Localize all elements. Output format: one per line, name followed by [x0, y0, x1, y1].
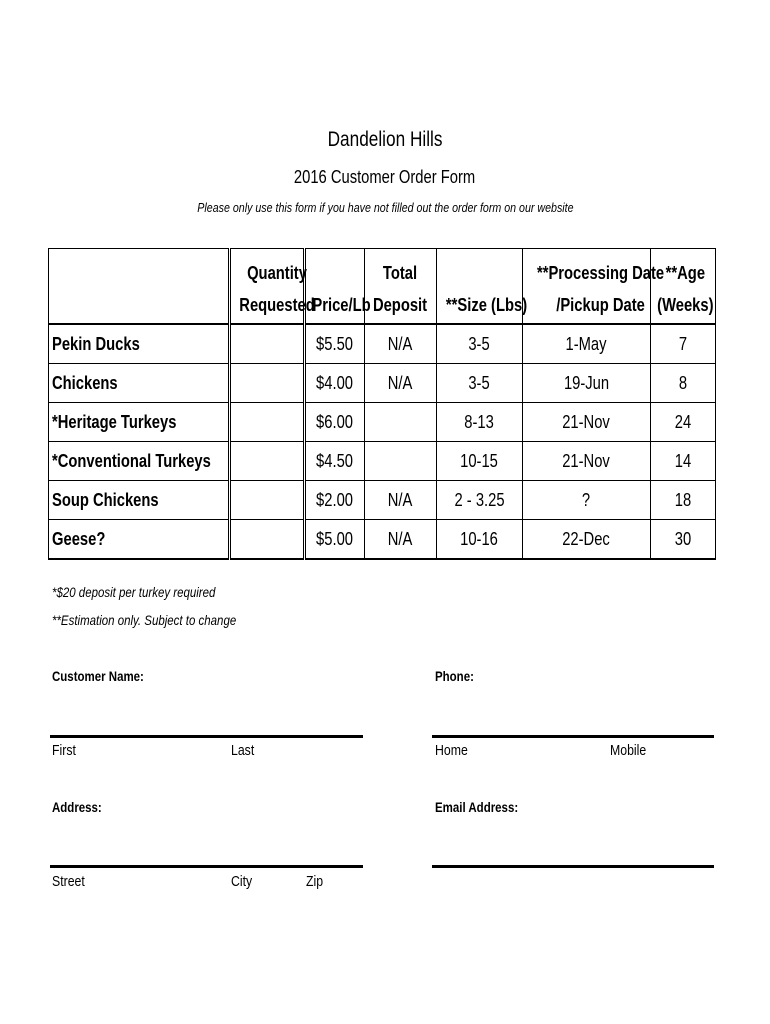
size-cell: 8-13: [437, 403, 523, 442]
page-title: Dandelion Hills: [327, 128, 443, 151]
phone-label: Phone:: [435, 668, 474, 684]
age-cell: 30: [651, 520, 716, 560]
footnote-estimation: **Estimation only. Subject to change: [52, 612, 237, 628]
address-field[interactable]: [50, 865, 363, 868]
order-table: [48, 248, 716, 560]
date-cell: 1-May: [523, 324, 651, 364]
page-subtitle: 2016 Customer Order Form: [294, 167, 476, 187]
age-cell: 14: [651, 442, 716, 481]
quantity-input-cell[interactable]: [230, 442, 305, 481]
instruction-note: Please only use this form if you have not filled out the order form on our website: [196, 200, 574, 215]
phone-field[interactable]: [432, 735, 714, 738]
first-name-caption: First: [52, 742, 76, 759]
table-row: [49, 364, 716, 403]
product-cell: Geese?: [49, 520, 230, 560]
quantity-input-cell[interactable]: [230, 324, 305, 364]
table-row: [49, 324, 716, 364]
date-cell: ?: [523, 481, 651, 520]
price-cell: $5.00: [305, 520, 365, 560]
header-deposit: Total Deposit: [365, 249, 437, 325]
deposit-cell: N/A: [365, 324, 437, 364]
deposit-cell: N/A: [365, 481, 437, 520]
deposit-cell: N/A: [365, 520, 437, 560]
date-cell: 19-Jun: [523, 364, 651, 403]
deposit-cell: N/A: [365, 364, 437, 403]
price-cell: $6.00: [305, 403, 365, 442]
table-row: [49, 442, 716, 481]
header-age: **Age (Weeks): [651, 249, 716, 325]
price-cell: $5.50: [305, 324, 365, 364]
table-row: [49, 403, 716, 442]
email-label: Email Address:: [435, 799, 519, 815]
header-date: **Processing Date /Pickup Date: [523, 249, 651, 325]
price-cell: $2.00: [305, 481, 365, 520]
product-cell: *Heritage Turkeys: [49, 403, 230, 442]
table-header-row: [49, 249, 716, 325]
age-cell: 24: [651, 403, 716, 442]
size-cell: 3-5: [437, 364, 523, 403]
home-phone-caption: Home: [435, 742, 468, 759]
deposit-cell: [365, 442, 437, 481]
date-cell: 22-Dec: [523, 520, 651, 560]
size-cell: 10-15: [437, 442, 523, 481]
quantity-input-cell[interactable]: [230, 481, 305, 520]
date-cell: 21-Nov: [523, 442, 651, 481]
deposit-cell: [365, 403, 437, 442]
header-size: **Size (Lbs): [437, 249, 523, 325]
email-field[interactable]: [432, 865, 714, 868]
city-caption: City: [231, 873, 253, 890]
product-cell: Chickens: [49, 364, 230, 403]
footnote-deposit: *$20 deposit per turkey required: [52, 584, 216, 600]
date-cell: 21-Nov: [523, 403, 651, 442]
header-product: [49, 249, 230, 325]
product-cell: Pekin Ducks: [49, 324, 230, 364]
table-row: [49, 481, 716, 520]
age-cell: 7: [651, 324, 716, 364]
size-cell: 2 - 3.25: [437, 481, 523, 520]
quantity-input-cell[interactable]: [230, 403, 305, 442]
address-label: Address:: [52, 799, 102, 815]
header-quantity: Quantity Requested: [230, 249, 305, 325]
quantity-input-cell[interactable]: [230, 364, 305, 403]
customer-name-label: Customer Name:: [52, 668, 144, 684]
product-cell: *Conventional Turkeys: [49, 442, 230, 481]
product-cell: Soup Chickens: [49, 481, 230, 520]
price-cell: $4.00: [305, 364, 365, 403]
customer-name-field[interactable]: [50, 735, 363, 738]
street-caption: Street: [52, 873, 85, 890]
header-price: Price/Lb: [305, 249, 365, 325]
age-cell: 18: [651, 481, 716, 520]
size-cell: 3-5: [437, 324, 523, 364]
price-cell: $4.50: [305, 442, 365, 481]
zip-caption: Zip: [306, 873, 324, 890]
age-cell: 8: [651, 364, 716, 403]
mobile-phone-caption: Mobile: [610, 742, 647, 759]
table-row: [49, 520, 716, 560]
quantity-input-cell[interactable]: [230, 520, 305, 560]
last-name-caption: Last: [231, 742, 255, 759]
size-cell: 10-16: [437, 520, 523, 560]
